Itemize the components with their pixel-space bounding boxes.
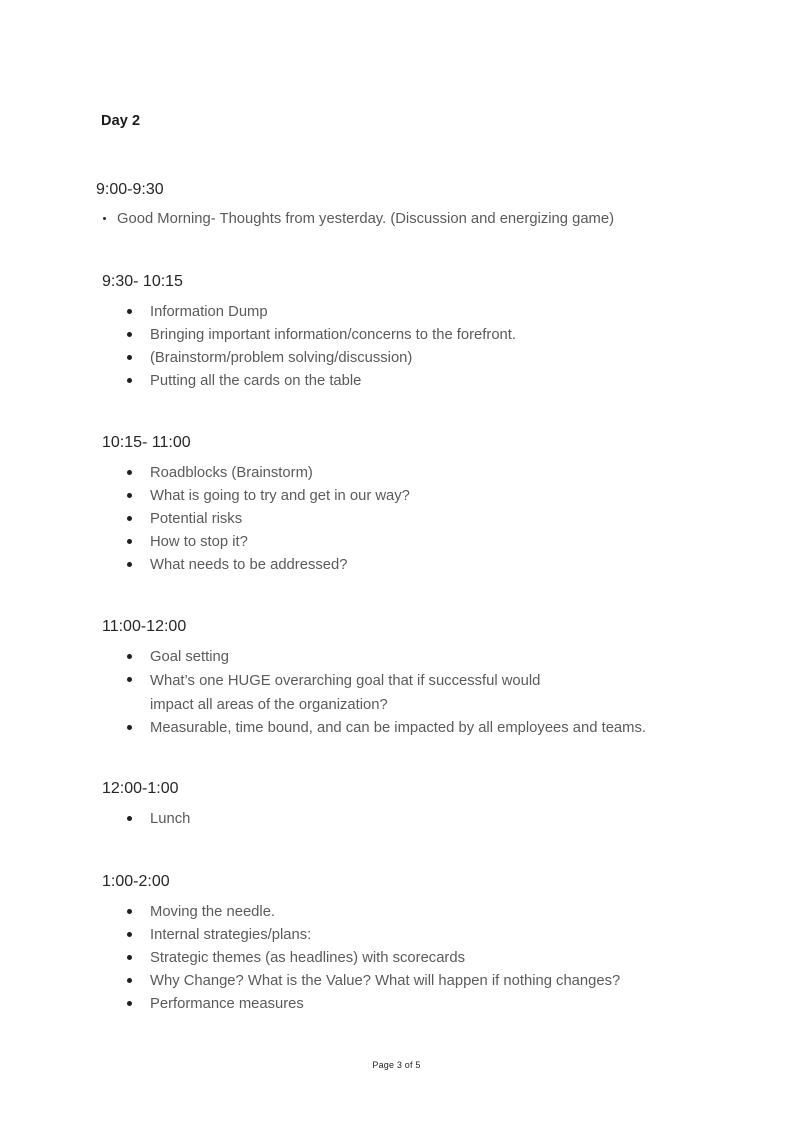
list-item	[150, 924, 793, 947]
bullet-list	[0, 808, 793, 831]
list-item-label: What’s one HUGE overarching goal that if successful would	[150, 673, 541, 689]
list-item	[150, 370, 793, 393]
bullet-list	[0, 208, 793, 231]
list-item-label: Good Morning- Thoughts from yesterday. (Discussion and energizing game)	[117, 211, 615, 227]
list-item-label: Moving the needle.	[150, 904, 276, 920]
list-item	[150, 301, 793, 324]
bullet-dot-icon	[127, 1001, 132, 1006]
list-item	[150, 462, 793, 485]
list-item-label: Internal strategies/plans:	[150, 927, 312, 943]
list-item-label: How to stop it?	[150, 534, 248, 550]
bullet-dot-icon	[127, 332, 132, 337]
list-item	[150, 324, 793, 347]
bullet-dot-icon	[127, 493, 132, 498]
list-item-label: What needs to be addressed?	[150, 557, 348, 573]
list-item	[150, 554, 793, 577]
list-item-label: Why Change? What is the Value? What will happen if nothing changes?	[150, 973, 621, 989]
agenda-section-6	[0, 874, 793, 1016]
agenda-section-5	[0, 781, 793, 831]
time-heading: 12:00-1:00	[102, 780, 179, 797]
agenda-section-1	[0, 182, 793, 231]
agenda-section-4	[0, 619, 793, 740]
list-item-label: What is going to try and get in our way?	[150, 488, 410, 504]
time-heading: 9:00-9:30	[96, 181, 164, 198]
bullet-dot-icon	[127, 539, 132, 544]
list-item	[150, 531, 793, 554]
list-item	[117, 208, 793, 231]
page-footer: Page 3 of 5	[372, 1060, 421, 1070]
time-heading: 9:30- 10:15	[102, 273, 183, 290]
page-title: Day 2	[101, 113, 141, 129]
time-heading: 11:00-12:00	[102, 618, 187, 635]
list-item-label: Strategic themes (as headlines) with scorecards	[150, 950, 465, 966]
bullet-dot-icon	[127, 955, 132, 960]
list-item-label: Putting all the cards on the table	[150, 373, 362, 389]
bullet-dot-icon	[103, 217, 106, 220]
bullet-dot-icon	[127, 816, 132, 821]
list-item-label: Measurable, time bound, and can be impacted by all employees and teams.	[150, 720, 646, 736]
list-item-label: Roadblocks (Brainstorm)	[150, 465, 313, 481]
list-item	[150, 970, 793, 993]
bullet-dot-icon	[127, 909, 132, 914]
list-item	[150, 808, 793, 831]
list-item-label-continued: impact all areas of the organization?	[150, 697, 388, 713]
agenda-section-3	[0, 435, 793, 577]
bullet-list	[0, 646, 793, 740]
list-item	[150, 717, 793, 740]
list-item	[150, 669, 793, 717]
bullet-dot-icon	[127, 309, 132, 314]
list-item	[150, 485, 793, 508]
bullet-dot-icon	[127, 516, 132, 521]
time-heading: 10:15- 11:00	[102, 434, 191, 451]
bullet-dot-icon	[127, 677, 132, 682]
bullet-list	[0, 901, 793, 1016]
bullet-dot-icon	[127, 355, 132, 360]
bullet-dot-icon	[127, 725, 132, 730]
bullet-list	[0, 301, 793, 393]
bullet-list	[0, 462, 793, 577]
list-item-label: Bringing important information/concerns to the forefront.	[150, 327, 516, 343]
list-item-label: Information Dump	[150, 304, 268, 320]
bullet-dot-icon	[127, 470, 132, 475]
list-item-label: (Brainstorm/problem solving/discussion)	[150, 350, 413, 366]
list-item-label: Potential risks	[150, 511, 243, 527]
list-item	[150, 646, 793, 669]
bullet-dot-icon	[127, 978, 132, 983]
list-item	[150, 347, 793, 370]
agenda-section-2	[0, 274, 793, 393]
list-item	[150, 508, 793, 531]
time-heading: 1:00-2:00	[102, 873, 170, 890]
list-item	[150, 993, 793, 1016]
bullet-dot-icon	[127, 654, 132, 659]
list-item-label: Lunch	[150, 811, 191, 827]
bullet-dot-icon	[127, 932, 132, 937]
list-item	[150, 947, 793, 970]
list-item-label: Performance measures	[150, 996, 304, 1012]
bullet-dot-icon	[127, 378, 132, 383]
list-item-label: Goal setting	[150, 649, 229, 665]
bullet-dot-icon	[127, 562, 132, 567]
list-item	[150, 901, 793, 924]
